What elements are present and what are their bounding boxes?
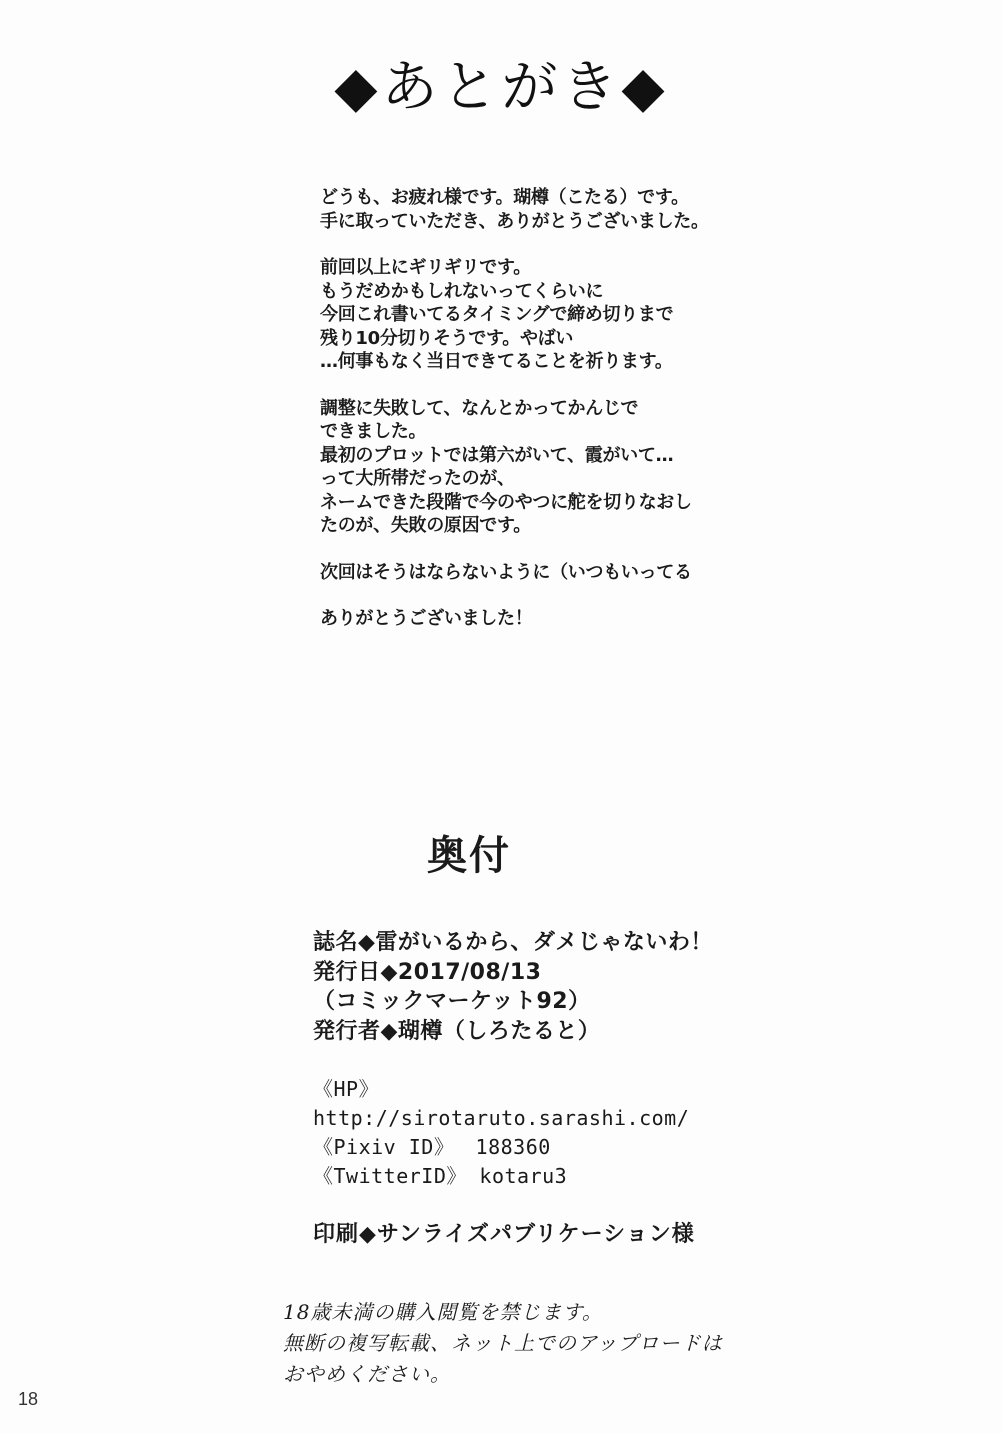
hp-url: http://sirotaruto.sarashi.com/ [313,1106,690,1130]
publisher-name: 発行者◆瑚樽（しろたると） [313,1018,601,1044]
notice-line: 18歳未満の購入閲覧を禁じます。 [283,1300,603,1324]
pixiv-id: 188360 [475,1135,551,1159]
twitter-row [313,1162,873,1191]
notice-line: 無断の複写転載、ネット上でのアップロードは [283,1331,723,1355]
afterword-paragraph [320,397,880,538]
pixiv-row [313,1133,873,1162]
hp-label-row [313,1075,873,1104]
event-name: （コミックマーケット92） [313,989,591,1014]
contact-links [313,1075,873,1191]
publication-title: 誌名◆雷がいるから、ダメじゃないわ！ [313,930,713,955]
afterword-paragraph [320,186,880,233]
colophon-info [313,928,873,1046]
afterword-paragraph [320,607,880,631]
page-number: 18 [18,1389,39,1409]
hp-url-row [313,1104,873,1133]
twitter-label: 《TwitterID》 [313,1164,467,1188]
hp-label: 《HP》 [313,1077,380,1101]
afterword-body [320,186,880,654]
afterword-line: …何事もなく当日できてることを祈ります。 [320,351,673,372]
afterword-line: 次回はそうはならないように（いつもいってる [320,561,692,583]
afterword-line: たのが、失敗の原因です。 [320,515,531,536]
afterword-line: 手に取っていただき、ありがとうございました。 [320,210,709,232]
afterword-line: 調整に失敗して、なんとかってかんじで [320,397,639,419]
colophon-title: 奥付 [427,833,511,879]
afterword-line: できました。 [320,421,427,442]
afterword-paragraph [320,561,880,585]
notice-line: おやめください。 [283,1362,451,1386]
afterword-paragraph [320,256,880,374]
afterword-line: ありがとうございました！ [320,608,533,629]
afterword-line: ネームできた段階で今のやつに舵を切りなおし [320,491,692,513]
pixiv-label: 《Pixiv ID》 [313,1135,455,1159]
afterword-title: ◆あとがき◆ [334,55,669,120]
afterword-line: って大所帯だったのが、 [320,468,515,489]
afterword-line: 最初のプロットでは第六がいて、霞がいて… [320,444,674,466]
afterword-line: 残り10分切りそうです。やばい [320,327,574,349]
publication-date: 発行日◆2017/08/13 [313,959,542,985]
afterword-line: 前回以上にギリギリです。 [320,257,531,278]
afterword-line: 今回これ書いてるタイミングで締め切りまで [320,304,674,325]
afterword-line: どうも、お疲れ様です。瑚樽（こたる）です。 [320,187,689,208]
afterword-line: もうだめかもしれないってくらいに [320,280,604,302]
legal-notice [283,1297,843,1390]
twitter-id: kotaru3 [479,1164,568,1188]
printer-credit: 印刷◆サンライズパブリケーション様 [313,1222,695,1247]
